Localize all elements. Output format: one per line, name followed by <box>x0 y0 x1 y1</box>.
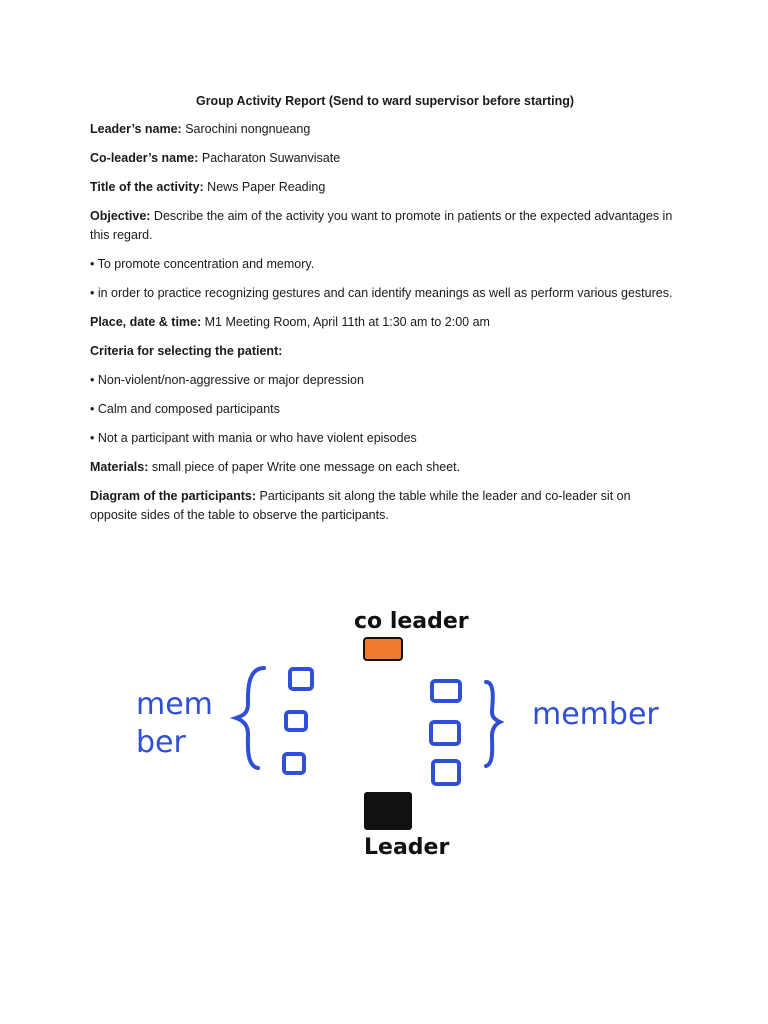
right-member-seat <box>433 761 459 784</box>
materials-row <box>90 458 680 477</box>
right-member-label: member <box>532 697 659 732</box>
diagram-description-row <box>90 487 680 525</box>
activity-title-value: News Paper Reading <box>207 180 326 194</box>
right-member-seat <box>431 722 459 744</box>
co-leader-name-row <box>90 149 680 168</box>
activity-title-row <box>90 178 680 197</box>
objective-row <box>90 207 680 245</box>
left-member-seat <box>284 754 304 773</box>
place-row <box>90 313 680 332</box>
materials-label: Materials: <box>90 460 149 474</box>
place-label: Place, date & time: <box>90 315 202 329</box>
leader-name-value: Sarochini nongnueang <box>185 122 311 136</box>
left-member-label-line2: ber <box>136 725 186 760</box>
diagram-description-label: Diagram of the participants: <box>90 489 256 503</box>
left-brace <box>236 668 264 768</box>
page-title: Group Activity Report (Send to ward supervisor before starting) <box>195 94 575 108</box>
objective-value: Describe the aim of the activity you want to promote in patients or the expected advantages in this regard. <box>90 209 673 242</box>
left-member-seat <box>290 669 312 689</box>
activity-title-label: Title of the activity: <box>90 180 204 194</box>
materials-value: small piece of paper Write one message on each sheet. <box>151 460 461 474</box>
leader-name-row <box>90 120 680 139</box>
seating-diagram-sketch <box>96 556 676 876</box>
criteria-bullet: • Calm and composed participants <box>90 402 280 416</box>
co-leader-name-value: Pacharaton Suwanvisate <box>201 151 341 165</box>
report-document <box>90 92 680 535</box>
right-brace <box>486 682 500 766</box>
diagram-description-value: Participants sit along the table while the leader and co-leader sit on opposite sides of the table to observe the participants. <box>90 489 631 522</box>
co-leader-sketch-label: co leader <box>354 609 469 634</box>
criteria-bullet: • Non-violent/non-aggressive or major depression <box>90 373 364 387</box>
leader-seat <box>364 792 412 830</box>
criteria-heading <box>90 342 680 361</box>
leader-name-label: Leader’s name: <box>90 122 182 136</box>
objective-bullet: • To promote concentration and memory. <box>90 257 315 271</box>
co-leader-name-label: Co-leader’s name: <box>90 151 199 165</box>
objective-bullet: • in order to practice recognizing gestures and can identify meanings as well as perform various gestures. <box>90 286 673 300</box>
left-member-seat <box>286 712 306 730</box>
objective-label: Objective: <box>90 209 151 223</box>
criteria-label: Criteria for selecting the patient: <box>90 344 283 358</box>
co-leader-seat <box>364 638 402 660</box>
place-value: M1 Meeting Room, April 11th at 1:30 am to 2:00 am <box>204 315 490 329</box>
criteria-bullet: • Not a participant with mania or who have violent episodes <box>90 431 417 445</box>
leader-sketch-label: Leader <box>364 835 450 860</box>
right-member-seat <box>432 681 460 701</box>
left-member-label-line1: mem <box>136 687 213 722</box>
